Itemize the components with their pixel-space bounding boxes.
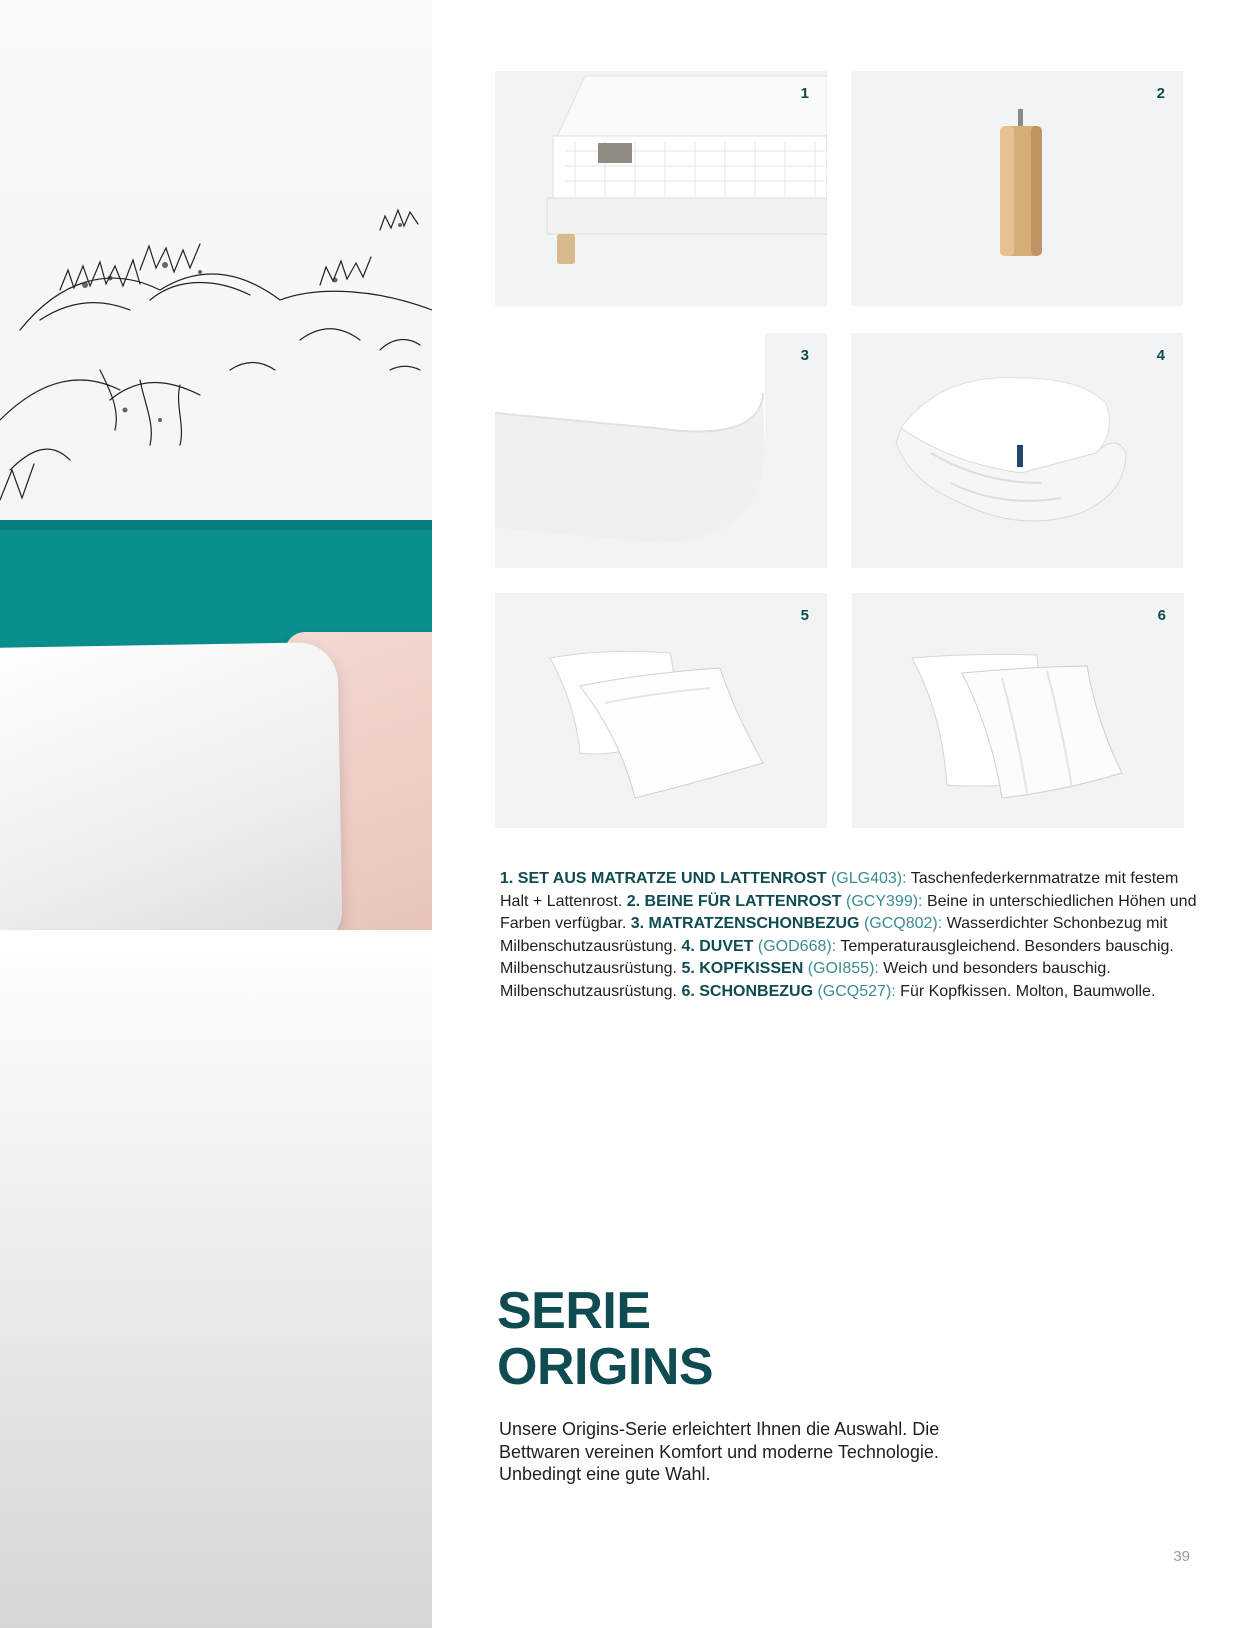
product-description: [500, 868, 1200, 1003]
wooden-bed-leg-icon: [851, 71, 1183, 306]
product-code: (GCQ802):: [863, 915, 943, 932]
product-tile-6[interactable]: [852, 593, 1184, 828]
product-name: 2. BEINE FÜR LATTENROST: [626, 892, 842, 910]
product-text: Wasserdichter Schonbezug mit Milbenschutzausrüstung.: [500, 915, 1168, 955]
product-name: 6. SCHONBEZUG: [681, 982, 814, 1000]
folded-duvet-icon: [851, 333, 1183, 568]
product-name: 5. KOPFKISSEN: [681, 960, 804, 977]
tile-number: 2: [1156, 85, 1165, 102]
series-description: Unsere Origins-Serie erleichtert Ihnen die Auswahl. Die Bettwaren vereinen Komfort und moderne Technologie. Unbedingt eine gute Wahl.: [499, 1419, 940, 1484]
product-code: (GOI855):: [807, 960, 879, 977]
series-title: [497, 1283, 997, 1395]
product-tile-3[interactable]: [495, 333, 827, 568]
mattress-protector-icon: [495, 333, 827, 568]
product-tile-5[interactable]: [495, 593, 827, 828]
product-text: Temperaturausgleichend. Besonders bauschig. Milbenschutzausrüstung.: [500, 937, 1174, 977]
series-title-line-1: SERIE: [497, 1282, 651, 1340]
white-pillow: [0, 642, 343, 948]
product-text: Weich und besonders bauschig. Milbenschutzausrüstung.: [500, 960, 1111, 1000]
tile-number: 4: [1156, 347, 1165, 364]
tile-number: 3: [800, 347, 809, 364]
mattress-with-slatted-base-icon: [495, 71, 827, 306]
series-title-line-2: ORIGINS: [497, 1338, 714, 1396]
product-text: Taschenfederkernmatratze mit festem Halt + Lattenrost.: [500, 870, 1179, 910]
wall-sketch-drawing: [0, 170, 432, 520]
white-bedsheet: [0, 930, 432, 1628]
product-tile-4[interactable]: [851, 333, 1183, 568]
product-code: (GOD668):: [757, 937, 837, 955]
tile-number: 5: [800, 607, 809, 624]
product-name: 1. SET AUS MATRATZE UND LATTENROST: [500, 870, 827, 887]
product-text: Für Kopfkissen. Molton, Baumwolle.: [900, 982, 1156, 1000]
product-name: 4. DUVET: [681, 937, 754, 955]
product-name: 3. MATRATZENSCHONBEZUG: [630, 915, 860, 932]
tile-number: 6: [1157, 607, 1166, 624]
soft-pillows-icon: [495, 593, 827, 828]
tile-number: 1: [800, 85, 809, 102]
product-code: (GCY399):: [846, 892, 923, 910]
product-code: (GCQ527):: [817, 982, 896, 1000]
page-number: 39: [1173, 1548, 1190, 1565]
product-tile-2[interactable]: [851, 71, 1183, 306]
pillow-covers-icon: [852, 593, 1184, 828]
product-text: Beine in unterschiedlichen Höhen und Farben verfügbar.: [500, 892, 1197, 932]
product-code: (GLG403):: [830, 870, 907, 887]
product-tile-1[interactable]: [495, 71, 827, 306]
bedroom-photo: [0, 0, 432, 1628]
